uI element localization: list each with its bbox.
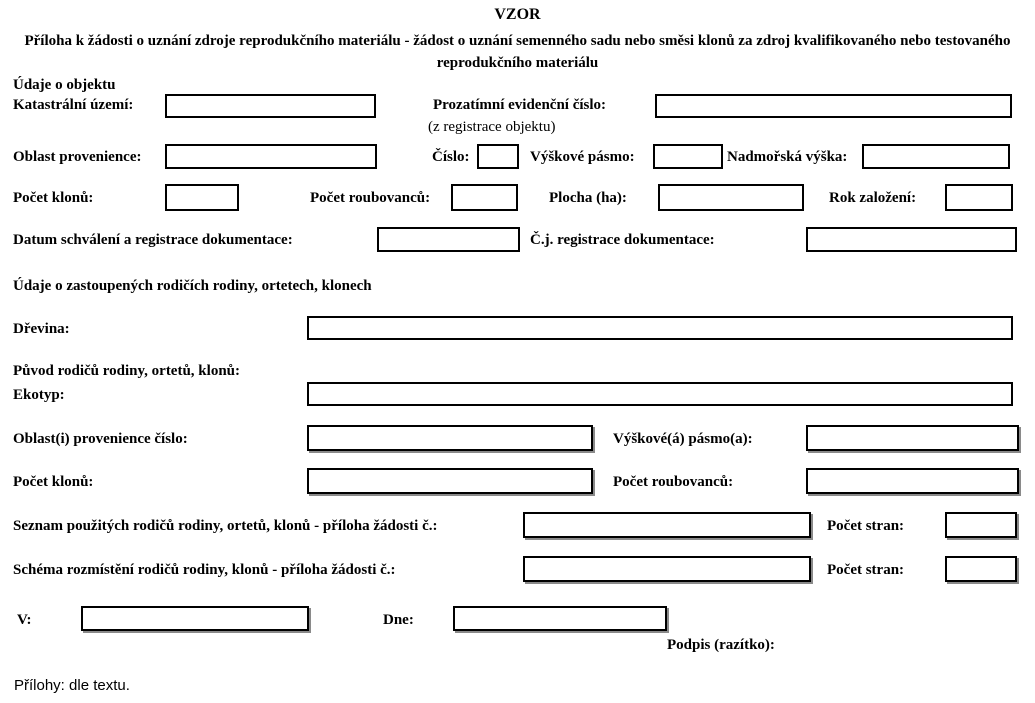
label-datum-schvaleni: Datum schválení a registrace dokumentace: <box>13 232 293 248</box>
form-title: VZOR <box>494 6 541 23</box>
label-pocet-roubovancu-2: Počet roubovanců: <box>613 474 734 490</box>
label-pocet-roubovancu: Počet roubovanců: <box>310 190 431 206</box>
input-plocha-ha[interactable] <box>658 184 804 211</box>
label-katastralni-uzemi: Katastrální území: <box>13 97 134 113</box>
input-pocet-roubovancu[interactable] <box>451 184 518 211</box>
input-pocet-stran-seznam[interactable] <box>945 512 1017 538</box>
input-vyskova-pasma[interactable] <box>806 425 1019 451</box>
label-pocet-stran-schema: Počet stran: <box>827 562 905 578</box>
label-vyskove-pasmo: Výškové pásmo: <box>530 149 635 165</box>
input-schema-rozmisteni[interactable] <box>523 556 811 582</box>
input-prozatimni-evidencni-cislo[interactable] <box>655 94 1012 118</box>
label-rok-zalozeni: Rok založení: <box>829 190 917 206</box>
input-pocet-stran-schema[interactable] <box>945 556 1017 582</box>
input-vyskove-pasmo[interactable] <box>653 144 723 169</box>
label-plocha-ha: Plocha (ha): <box>549 190 627 206</box>
label-oblasti-provenience-cislo: Oblast(i) provenience číslo: <box>13 431 188 447</box>
label-drevina: Dřevina: <box>13 321 70 337</box>
input-katastralni-uzemi[interactable] <box>165 94 376 118</box>
label-pocet-klonu-2: Počet klonů: <box>13 474 94 490</box>
label-z-registrace-objektu: (z registrace objektu) <box>428 119 556 135</box>
input-nadmorska-vyska[interactable] <box>862 144 1010 169</box>
label-cislo: Číslo: <box>432 149 470 165</box>
input-dne[interactable] <box>453 606 667 631</box>
input-cislo[interactable] <box>477 144 519 169</box>
label-prozatimni-evidencni-cislo: Prozatímní evidenční číslo: <box>433 97 607 113</box>
label-v: V: <box>17 612 32 628</box>
input-seznam-pouzitych[interactable] <box>523 512 811 538</box>
label-prilohy: Přílohy: dle textu. <box>14 677 130 694</box>
input-oblast-provenience[interactable] <box>165 144 377 169</box>
label-oblast-provenience: Oblast provenience: <box>13 149 142 165</box>
input-cj-registrace[interactable] <box>806 227 1017 252</box>
label-ekotyp: Ekotyp: <box>13 387 65 403</box>
form-subtitle: Příloha k žádosti o uznání zdroje reprodukčního materiálu - žádost o uznání semenného sadu nebo směsi klonů za zdroj kvalifikovaného nebo testovaného reprodukčního materiálu <box>24 33 1011 71</box>
section-heading-parents: Údaje o zastoupených rodičích rodiny, ortetech, klonech <box>13 278 372 294</box>
label-nadmorska-vyska: Nadmořská výška: <box>727 149 848 165</box>
label-podpis-razitko: Podpis (razítko): <box>667 637 775 653</box>
label-dne: Dne: <box>383 612 414 628</box>
input-pocet-klonu-2[interactable] <box>307 468 593 494</box>
label-cj-registrace: Č.j. registrace dokumentace: <box>530 232 715 248</box>
input-oblasti-provenience-cislo[interactable] <box>307 425 593 451</box>
label-pocet-stran-seznam: Počet stran: <box>827 518 905 534</box>
label-pocet-klonu: Počet klonů: <box>13 190 94 206</box>
input-drevina[interactable] <box>307 316 1013 340</box>
input-ekotyp[interactable] <box>307 382 1013 406</box>
input-pocet-roubovancu-2[interactable] <box>806 468 1019 494</box>
label-puvod-rodicu: Původ rodičů rodiny, ortetů, klonů: <box>13 363 240 379</box>
input-pocet-klonu[interactable] <box>165 184 239 211</box>
label-seznam-pouzitych: Seznam použitých rodičů rodiny, ortetů, klonů - příloha žádosti č.: <box>13 518 438 534</box>
input-datum-schvaleni[interactable] <box>377 227 520 252</box>
label-vyskova-pasma: Výškové(á) pásmo(a): <box>613 431 753 447</box>
section-heading-object: Údaje o objektu <box>13 77 116 93</box>
label-schema-rozmisteni: Schéma rozmístění rodičů rodiny, klonů - příloha žádosti č.: <box>13 562 396 578</box>
input-v[interactable] <box>81 606 309 631</box>
input-rok-zalozeni[interactable] <box>945 184 1013 211</box>
